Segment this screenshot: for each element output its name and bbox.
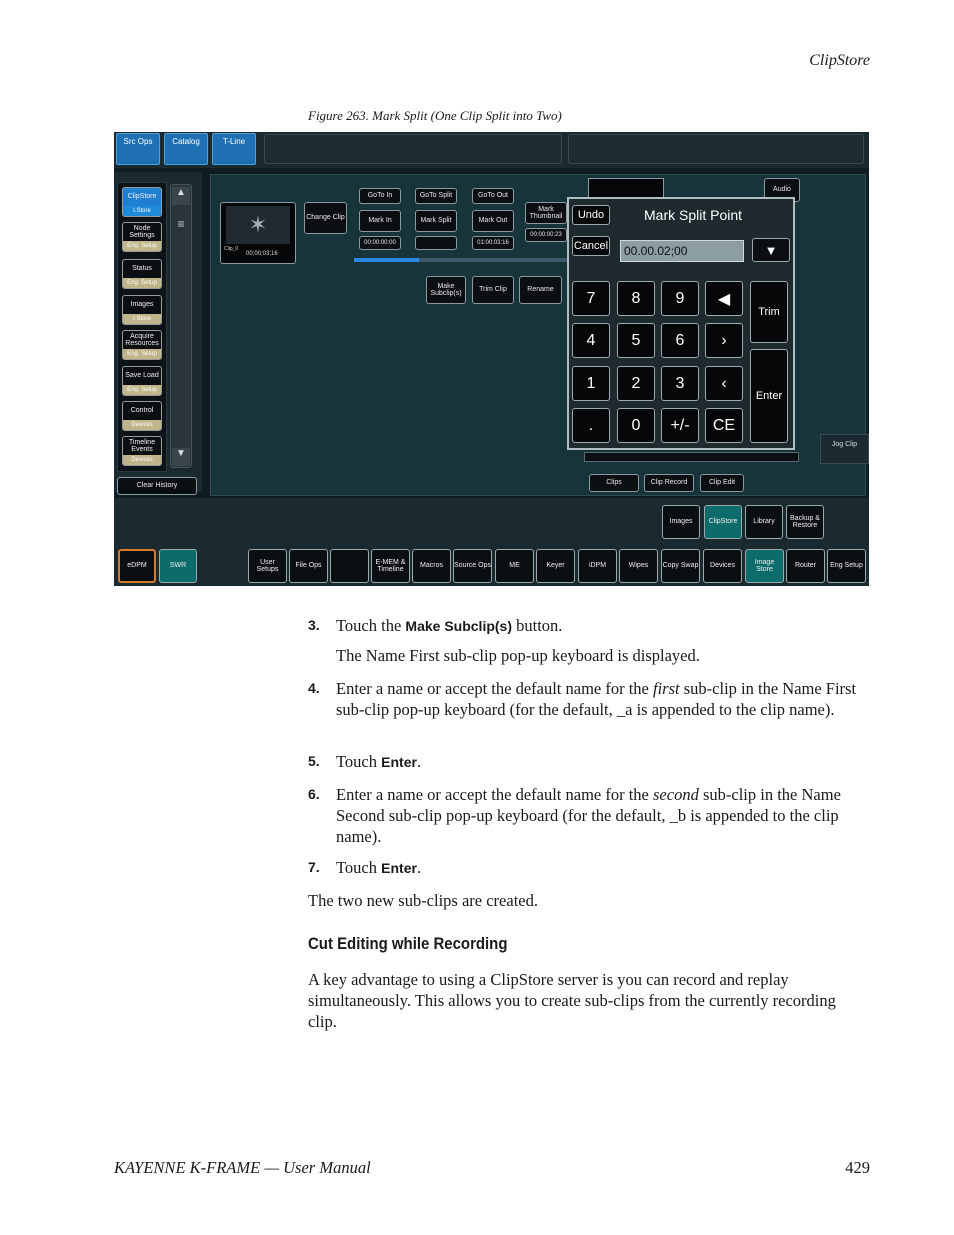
cancel-button[interactable]: Cancel	[572, 236, 610, 256]
sidebar-item-timeline-events[interactable]	[122, 436, 162, 466]
key-6[interactable]: 6	[661, 323, 699, 358]
sidebar-item-node-settings[interactable]	[122, 222, 162, 252]
audio-button[interactable]: Audio	[764, 178, 800, 202]
app-library-button[interactable]: Library	[745, 505, 783, 539]
edpm-button[interactable]: eDPM	[118, 549, 156, 583]
keypad-title: Mark Split Point	[644, 207, 743, 223]
mark-thumbnail-button[interactable]: Mark Thumbnail	[525, 202, 567, 224]
step-text-post: .	[416, 858, 422, 877]
mark-out-time: 01:00:03:16	[472, 236, 514, 250]
clip-name: Clip_0	[224, 246, 239, 252]
sidebar-item-save-load[interactable]	[122, 366, 162, 396]
page-number: 429	[845, 1158, 870, 1177]
menu-eng-setup[interactable]: Eng Setup	[827, 549, 866, 583]
star-thumbnail-icon: ✶	[226, 206, 290, 244]
tab-clip-edit[interactable]: Clip Edit	[700, 474, 744, 492]
step-text-pre: Touch	[336, 752, 382, 771]
sidebar-item-sub: Eng. Setup	[123, 385, 161, 395]
key-decimal[interactable]: .	[572, 408, 610, 443]
key-0[interactable]: 0	[617, 408, 655, 443]
tab-clips[interactable]: Clips	[589, 474, 639, 492]
menu-wipes[interactable]: Wipes	[619, 549, 658, 583]
tab-clip-record[interactable]: Clip Record	[644, 474, 694, 492]
sidebar-item-label: Timeline Events	[128, 438, 156, 453]
key-3[interactable]: 3	[661, 366, 699, 401]
step-text-pre: Enter a name or accept the default name for the	[336, 679, 654, 698]
step-text	[336, 784, 871, 847]
sidebar-item-label: Acquire Resources	[125, 332, 159, 347]
menu-router[interactable]: Router	[786, 549, 825, 583]
sidebar-item-sub: Devices	[123, 420, 161, 430]
sidebar-item-label: ClipStore	[127, 193, 157, 201]
running-header: ClipStore	[809, 52, 870, 69]
sidebar-item-sub: Eng. Setup	[123, 241, 161, 251]
step-number: 5.	[308, 753, 320, 769]
menu-copy-swap[interactable]: Copy Swap	[661, 549, 700, 583]
sidebar-item-sub: I.Store	[123, 314, 161, 324]
key-5[interactable]: 5	[617, 323, 655, 358]
sidebar-item-status[interactable]	[122, 259, 162, 289]
figure-caption: Figure 263. Mark Split (One Clip Split into Two)	[308, 108, 562, 123]
menu-me[interactable]: ME	[495, 549, 534, 583]
menu-blank[interactable]	[330, 549, 369, 583]
mark-split-time	[415, 236, 457, 250]
step-text	[336, 678, 871, 720]
transport-controls[interactable]	[584, 452, 799, 462]
sidebar-item-label: Control	[130, 407, 154, 415]
sidebar-item-images[interactable]	[122, 295, 162, 325]
step-number: 7.	[308, 859, 320, 875]
menu-image-store[interactable]: Image Store	[745, 549, 784, 583]
key-4[interactable]: 4	[572, 323, 610, 358]
sidebar-item-sub: Eng. Setup	[123, 278, 161, 288]
thumbnail-time: 00:00:00:23	[525, 228, 567, 242]
app-clipstore-button[interactable]: ClipStore	[704, 505, 742, 539]
menu-user-setups[interactable]: User Setups	[248, 549, 287, 583]
clip-progress-fill	[354, 258, 419, 262]
step-text	[336, 751, 871, 773]
step-text	[336, 857, 871, 879]
dropdown-chevron-down-icon[interactable]: ▼	[752, 238, 790, 262]
chevron-left-icon[interactable]: ‹	[705, 366, 743, 401]
tab-t-line[interactable]: T-Line	[212, 133, 256, 165]
mark-split-button[interactable]: Mark Split	[415, 210, 457, 232]
make-subclips-button[interactable]: Make Subclip(s)	[426, 276, 466, 304]
sidebar-item-label: Status	[132, 265, 152, 273]
mark-in-button[interactable]: Mark In	[359, 210, 401, 232]
trim-clip-button[interactable]: Trim Clip	[472, 276, 514, 304]
app-images-button[interactable]: Images	[662, 505, 700, 539]
key-1[interactable]: 1	[572, 366, 610, 401]
menu-file-ops[interactable]: File Ops	[289, 549, 328, 583]
status-field-right	[568, 134, 864, 164]
ui-term: Make Subclip(s)	[405, 618, 513, 634]
mark-out-button[interactable]: Mark Out	[472, 210, 514, 232]
menu-keyer[interactable]: Keyer	[536, 549, 575, 583]
scroll-grip-icon[interactable]: ≡	[177, 217, 185, 231]
step-text-pre: Touch	[336, 858, 382, 877]
jog-clip-label[interactable]: Jog Clip	[820, 434, 869, 464]
step-text-post: .	[416, 752, 422, 771]
sidebar-item-acquire-resources[interactable]	[122, 330, 162, 360]
sidebar-item-label: Images	[130, 301, 154, 309]
emphasis: second	[653, 785, 699, 804]
key-8[interactable]: 8	[617, 281, 655, 316]
footer-title: KAYENNE K-FRAME — User Manual	[114, 1158, 371, 1177]
step-text-pre: Touch the	[336, 616, 406, 635]
swr-button[interactable]: SWR	[159, 549, 197, 583]
backspace-icon[interactable]: ◀	[705, 281, 743, 316]
tab-src-ops[interactable]: Src Ops	[116, 133, 160, 165]
scroll-up-icon[interactable]: ▲	[172, 187, 190, 205]
section-body: A key advantage to using a ClipStore server is you can record and replay simultaneously. This allows you to create sub-clips from the currently recording clip.	[308, 970, 836, 1031]
step-text-post: sub-clip in the Name Second sub-clip pop-up keyboard (for the default, _b is appended to the clip name).	[336, 785, 841, 846]
change-clip-button[interactable]: Change Clip	[304, 202, 347, 234]
clip-progress-bar	[354, 258, 570, 262]
split-time-input[interactable]: 00.00.02;00	[620, 240, 744, 262]
menu-macros[interactable]: Macros	[412, 549, 451, 583]
enter-button[interactable]: Enter	[750, 349, 788, 443]
procedure-result: The two new sub-clips are created.	[308, 891, 538, 910]
sidebar-item-sub: Eng. Setup	[123, 349, 161, 359]
figure-screenshot	[114, 132, 869, 586]
key-2[interactable]: 2	[617, 366, 655, 401]
menu-idpm[interactable]: iDPM	[578, 549, 617, 583]
mark-split-point-keypad	[567, 197, 795, 450]
step-text-post: button.	[512, 616, 563, 635]
trim-button[interactable]: Trim	[750, 281, 788, 343]
rename-button[interactable]: Rename	[519, 276, 562, 304]
key-ce[interactable]: CE	[705, 408, 743, 443]
step-number: 3.	[308, 617, 320, 633]
key-7[interactable]: 7	[572, 281, 610, 316]
undo-button[interactable]: Undo	[572, 205, 610, 225]
section-heading: Cut Editing while Recording	[308, 934, 508, 953]
step-3-result: The Name First sub-clip pop-up keyboard is displayed.	[336, 646, 700, 665]
sidebar-item-sub: I.Store	[123, 206, 161, 216]
key-9[interactable]: 9	[661, 281, 699, 316]
sidebar-item-label: Node Settings	[129, 224, 155, 239]
emphasis: first	[653, 679, 680, 698]
scroll-down-icon[interactable]: ▼	[172, 448, 190, 466]
clip-duration: 00;00;03;16	[246, 251, 278, 257]
step-text-post: sub-clip in the Name First sub-clip pop-up keyboard (for the default, _a is appended to the clip name).	[336, 679, 857, 719]
mark-in-time: 00:00:00:00	[359, 236, 401, 250]
goto-split-button[interactable]: GoTo Split	[415, 188, 457, 204]
goto-out-button[interactable]: GoTo Out	[472, 188, 514, 204]
sidebar-item-label: Save Load	[125, 372, 159, 380]
clear-history-button[interactable]: Clear History	[117, 477, 197, 495]
sidebar-item-clipstore[interactable]	[122, 187, 162, 217]
ui-term: Enter	[381, 754, 417, 770]
sidebar-item-sub: Devices	[123, 455, 161, 465]
tab-catalog[interactable]: Catalog	[164, 133, 208, 165]
clip-thumbnail[interactable]	[220, 202, 296, 264]
ui-term: Enter	[381, 860, 417, 876]
step-text-pre: Enter a name or accept the default name for the	[336, 785, 654, 804]
menu-source-ops[interactable]: Source Ops	[453, 549, 492, 583]
step-text	[336, 615, 871, 637]
step-number: 6.	[308, 786, 320, 802]
menu-devices[interactable]: Devices	[703, 549, 742, 583]
app-backup-restore-button[interactable]: Backup & Restore	[786, 505, 824, 539]
menu-emem-timeline[interactable]: E-MEM & Timeline	[371, 549, 410, 583]
step-number: 4.	[308, 680, 320, 696]
status-field-left	[264, 134, 562, 164]
sidebar-item-control[interactable]	[122, 401, 162, 431]
chevron-right-icon[interactable]: ›	[705, 323, 743, 358]
goto-in-button[interactable]: GoTo In	[359, 188, 401, 204]
key-plus-minus[interactable]: +/-	[661, 408, 699, 443]
